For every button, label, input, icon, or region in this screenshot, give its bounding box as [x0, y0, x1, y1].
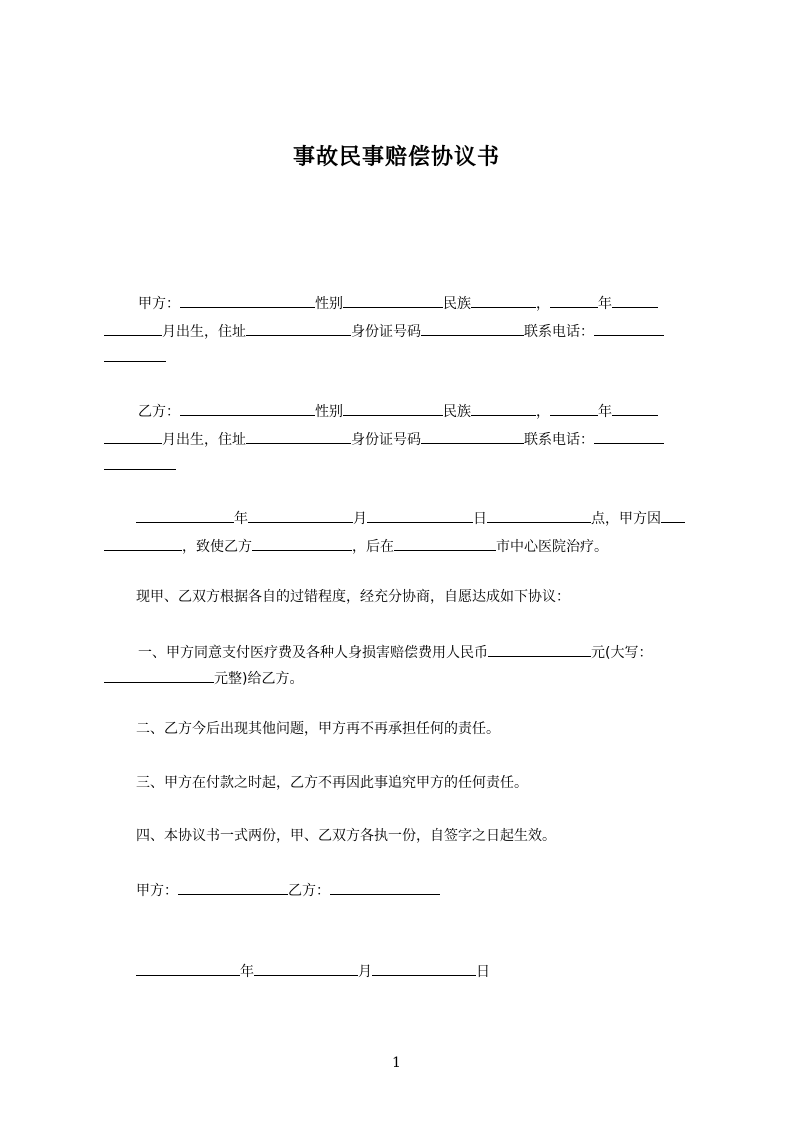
clause-1-prefix: 一、甲方同意支付医疗费及各种人身损害赔偿费用人民币 — [138, 645, 488, 661]
incident-city-field[interactable] — [394, 535, 496, 551]
party-a-month-field-2[interactable] — [104, 320, 162, 336]
comma: ， — [536, 404, 550, 420]
party-a-ethnicity-field[interactable] — [471, 292, 536, 308]
party-b-id-field[interactable] — [421, 428, 524, 444]
incident-day-field[interactable] — [367, 507, 473, 523]
party-a-id-label: 身份证号码 — [351, 324, 421, 340]
date-line — [136, 960, 703, 982]
clause-1-line-1 — [138, 641, 703, 663]
incident-cause-field-2[interactable] — [104, 535, 182, 551]
document-title: 事故民事赔偿协议书 — [292, 145, 500, 170]
party-b-month-field-2[interactable] — [104, 428, 162, 444]
party-b-phone-label: 联系电话： — [524, 432, 594, 448]
incident-line-2 — [104, 535, 703, 557]
party-a-gender-label: 性别 — [315, 296, 343, 312]
clause-4: 四、本协议书一式两份，甲、乙双方各执一份，自签字之日起生效。 — [136, 828, 556, 844]
party-a-line-3 — [104, 346, 703, 368]
party-a-address-field[interactable] — [246, 320, 351, 336]
incident-cause-field-1[interactable] — [661, 507, 685, 523]
party-a-ethnicity-label: 民族 — [443, 296, 471, 312]
clause-1-line-2 — [104, 667, 703, 689]
signature-party-a-field[interactable] — [178, 879, 288, 895]
clause-3: 三、甲方在付款之时起，乙方不再因此事追究甲方的任何责任。 — [136, 775, 528, 791]
incident-year-field[interactable] — [136, 507, 234, 523]
incident-line-1 — [136, 507, 703, 529]
party-b-address-field[interactable] — [246, 428, 351, 444]
party-a-month-field-1[interactable] — [612, 292, 658, 308]
signature-party-a-label: 甲方： — [136, 883, 178, 899]
party-b-born-label: 月出生，住址 — [162, 432, 246, 448]
party-a-phone-field-1[interactable] — [594, 320, 664, 336]
incident-cause-label: ，致使乙方 — [182, 539, 252, 555]
date-year-field[interactable] — [136, 960, 240, 976]
incident-day-label: 日 — [473, 511, 487, 527]
comma: ， — [536, 296, 550, 312]
party-b-line-3 — [104, 454, 703, 476]
signature-line — [136, 879, 703, 901]
incident-hour-label: 点，甲方因 — [591, 511, 661, 527]
incident-hour-field[interactable] — [487, 507, 591, 523]
party-a-year-field[interactable] — [550, 292, 598, 308]
signature-party-b-field[interactable] — [330, 879, 440, 895]
incident-injury-field[interactable] — [252, 535, 352, 551]
party-b-label: 乙方： — [138, 404, 180, 420]
party-b-ethnicity-field[interactable] — [471, 400, 536, 416]
party-b-phone-field-1[interactable] — [594, 428, 664, 444]
party-a-phone-label: 联系电话： — [524, 324, 594, 340]
date-day-field[interactable] — [372, 960, 476, 976]
date-year-label: 年 — [240, 964, 254, 980]
party-b-line-2 — [104, 428, 703, 450]
date-day-label: 日 — [476, 964, 490, 980]
party-b-id-label: 身份证号码 — [351, 432, 421, 448]
party-b-ethnicity-label: 民族 — [443, 404, 471, 420]
party-b-month-field-1[interactable] — [612, 400, 658, 416]
party-b-year-field[interactable] — [550, 400, 598, 416]
party-b-gender-label: 性别 — [315, 404, 343, 420]
party-b-line-1 — [138, 400, 703, 422]
incident-after-label: ，后在 — [352, 539, 394, 555]
party-a-line-1 — [138, 292, 703, 314]
date-month-label: 月 — [358, 964, 372, 980]
incident-hospital-label: 市中心医院治疗。 — [496, 539, 608, 555]
incident-month-field[interactable] — [248, 507, 353, 523]
amount-field[interactable] — [488, 641, 591, 657]
party-b-phone-field-2[interactable] — [104, 454, 176, 470]
party-a-name-field[interactable] — [180, 292, 315, 308]
party-b-gender-field[interactable] — [343, 400, 443, 416]
party-b-name-field[interactable] — [180, 400, 315, 416]
party-a-phone-field-2[interactable] — [104, 346, 166, 362]
signature-party-b-label: 乙方： — [288, 883, 330, 899]
party-b-year-label: 年 — [598, 404, 612, 420]
party-a-label: 甲方： — [138, 296, 180, 312]
intro-paragraph: 现甲、乙双方根据各自的过错程度，经充分协商，自愿达成如下协议： — [136, 589, 570, 605]
clause-2: 二、乙方今后出现其他问题，甲方再不再承担任何的责任。 — [136, 721, 500, 737]
party-a-year-label: 年 — [598, 296, 612, 312]
incident-month-label: 月 — [353, 511, 367, 527]
date-month-field[interactable] — [254, 960, 358, 976]
party-a-line-2 — [104, 320, 703, 342]
page-number: 1 — [392, 1055, 401, 1071]
amount-uppercase-field[interactable] — [104, 667, 214, 683]
clause-1-yuan: 元(大写： — [591, 645, 653, 661]
party-a-gender-field[interactable] — [343, 292, 443, 308]
clause-1-suffix: 元整)给乙方。 — [214, 671, 304, 687]
party-a-id-field[interactable] — [421, 320, 524, 336]
incident-year-label: 年 — [234, 511, 248, 527]
party-a-born-label: 月出生，住址 — [162, 324, 246, 340]
